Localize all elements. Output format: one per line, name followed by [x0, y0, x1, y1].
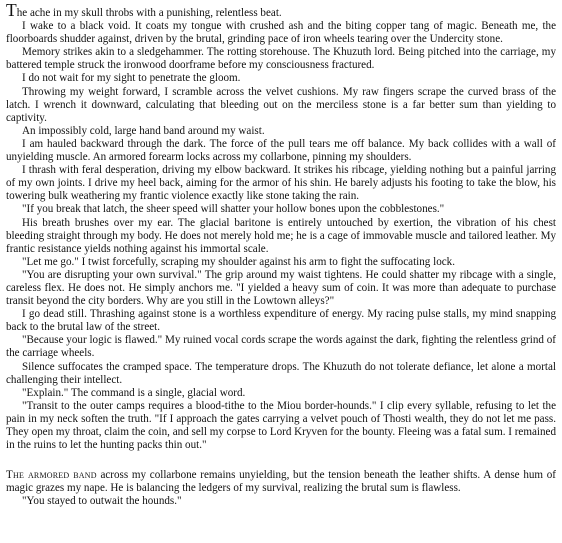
- paragraph: Silence suffocates the cramped space. The temperature drops. The Khuzuth do not tolerate defiance, let alone a mortal challenging their intellect.: [6, 360, 556, 386]
- paragraph: "Because your logic is flawed." My ruined vocal cords scrape the words against the dark, fighting the relentless grind of the carriage wheels.: [6, 334, 556, 360]
- paragraph: An impossibly cold, large hand band around my waist.: [22, 124, 265, 137]
- paragraph: I am hauled backward through the dark. The force of the pull tears me off balance. My back collides with a wall of unyielding muscle. An armored forearm locks across my collarbone, pinning my shoulders.: [6, 137, 556, 164]
- paragraph: Memory strikes akin to a sledgehammer. The rotting storehouse. The Khuzuth lord. Being pitched into the carriage, my battered temple struck the ironwood doorframe before my consciousness fractured.: [6, 46, 556, 72]
- paragraph-text: he ache in my skull throbs with a punishing, relentless beat.: [16, 7, 282, 19]
- paragraph: "You stayed to outwait the hounds.": [22, 495, 182, 508]
- opening-paragraph: [6, 0, 556, 20]
- paragraph: I wake to a black void. It coats my tongue with crushed ash and the biting copper tang of magic. Beneath me, the floorboards shudder against, driven by the brutal, grinding pace of iron wheels tearing over the Undercity stone.: [6, 20, 556, 46]
- drop-cap: T: [6, 0, 17, 20]
- paragraph: I do not wait for my sight to penetrate the gloom.: [22, 72, 241, 85]
- paragraph: I thrash with feral desperation, driving my elbow backward. It strikes his ribcage, yielding nothing but a painful jarring of my own joints. I drive my heel back, aiming for the armor of his shin. He barely adjusts his footing to take the blow, his towering bulk weathering my frantic violence exactly like stone taking the rain.: [6, 164, 556, 203]
- small-caps-lead: The armored band: [6, 469, 97, 482]
- paragraph: His breath brushes over my ear. The glacial baritone is entirely untouched by exertion, the vibration of his chest bleeding straight through my body. He does not merely hold me; he is a cage of immovable muscle and tailored leather. My frantic resistance yields nothing against his immortal scale.: [6, 216, 556, 255]
- paragraph: Throwing my weight forward, I scramble across the velvet cushions. My raw fingers scrape the curved brass of the latch. I wrench it downward, calculating that bleeding out on the merciless stone is a far better sum than yielding to captivity.: [6, 85, 556, 124]
- section-break: [6, 452, 556, 469]
- paragraph: "Transit to the outer camps requires a blood-tithe to the Miou border-hounds." I clip every syllable, refusing to let the pain in my neck soften the truth. "If I approach the gates carrying a velvet pouch of Thosti wealth, they do not let me pass. They open my throat, claim the coin, and sell my corpse to Lord Kryven for the bounty. Fleeing was a fatal sum. I remained in the ruins to let the hunting packs thin out.": [6, 399, 556, 452]
- paragraph: "If you break that latch, the sheer speed will shatter your hollow bones upon the cobblestones.": [22, 203, 445, 216]
- section-opening-paragraph: [6, 469, 556, 495]
- paragraph-text: across my collarbone remains unyielding, but the tension beneath the leather shifts. A dense hum of magic grazes my nape. He is balancing the ledgers of my survival, realizing the brutal sum is flawless.: [6, 469, 556, 495]
- paragraph: "Explain." The command is a single, glacial word.: [22, 386, 246, 399]
- paragraph: I go dead still. Thrashing against stone is a worthless expenditure of energy. My racing pulse stalls, my mind snapping back to the brutal law of the street.: [6, 308, 556, 334]
- paragraph: "Let me go." I twist forcefully, scraping my shoulder against his arm to fight the suffocating lock.: [22, 255, 455, 268]
- paragraph: "You are disrupting your own survival." The grip around my waist tightens. He could shatter my ribcage with a single, careless flex. He does not. He simply anchors me. "I yielded a heavy sum of coin. It was more than adequate to purchase transit beyond the city borders. Why are you still in the Lowtown alleys?": [6, 268, 556, 308]
